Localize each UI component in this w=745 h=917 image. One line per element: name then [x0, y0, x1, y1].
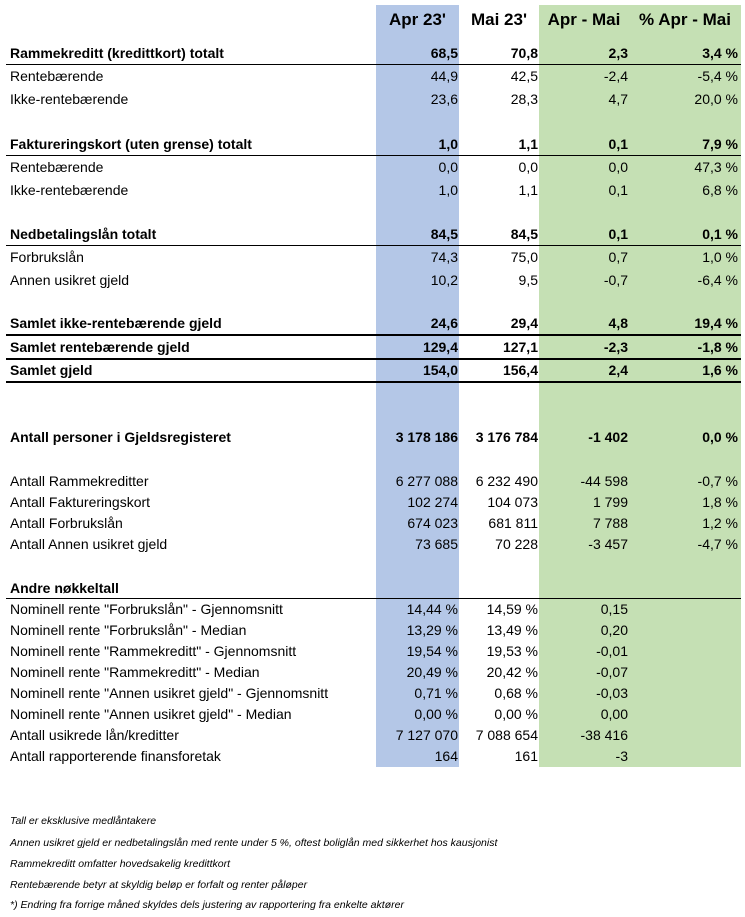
- divider: [6, 381, 741, 383]
- value-change: 7 788: [592, 515, 628, 531]
- value-pct-change: -0,7 %: [697, 473, 738, 489]
- footnote: *) Endring fra forrige måned skyldes dels justering av rapportering fra enkelte aktører: [10, 899, 404, 911]
- section-heading: [0, 578, 745, 599]
- value-apr: 3 178 186: [395, 429, 458, 445]
- value-pct-change: 6,8 %: [702, 182, 738, 198]
- row-label: Antall Faktureringskort: [10, 494, 151, 510]
- value-mai: 1,1: [518, 182, 538, 198]
- table-row: [0, 313, 745, 334]
- footnote: Rentebærende betyr at skyldig beløp er forfalt og renter påløper: [10, 879, 308, 891]
- table-row: [0, 492, 745, 513]
- header-pct-change: % Apr - Mai: [639, 10, 731, 29]
- table-row: [0, 641, 745, 662]
- value-pct-change: -5,4 %: [697, 68, 738, 84]
- value-change: -44 598: [580, 473, 628, 489]
- value-mai: 9,5: [518, 272, 538, 288]
- value-apr: 68,5: [430, 45, 458, 61]
- value-apr: 73 685: [415, 536, 458, 552]
- value-mai: 13,49 %: [486, 622, 538, 638]
- divider: [6, 64, 741, 65]
- value-change: 2,4: [608, 362, 628, 378]
- table-row: [0, 534, 745, 555]
- value-mai: 7 088 654: [475, 727, 538, 743]
- value-change: -38 416: [580, 727, 628, 743]
- value-pct-change: 47,3 %: [694, 159, 738, 175]
- value-change: -1 402: [588, 429, 628, 445]
- row-label: Nominell rente "Forbrukslån" - Gjennomsnitt: [10, 601, 283, 617]
- table-row: [0, 620, 745, 641]
- row-label: Samlet rentebærende gjeld: [10, 339, 190, 355]
- value-mai: 0,0: [518, 159, 538, 175]
- table-row: [0, 270, 745, 291]
- value-change: 0,15: [600, 601, 628, 617]
- row-label: Samlet gjeld: [10, 362, 93, 378]
- value-mai: 127,1: [502, 339, 538, 355]
- table-row: [0, 513, 745, 534]
- table-row: [0, 599, 745, 620]
- value-apr: 23,6: [430, 91, 458, 107]
- value-mai: 1,1: [518, 136, 538, 152]
- table-row: [0, 683, 745, 704]
- table-row: [0, 662, 745, 683]
- value-mai: 14,59 %: [486, 601, 538, 617]
- table-row: [0, 66, 745, 87]
- divider: [6, 155, 741, 156]
- row-label: Ikke-rentebærende: [10, 182, 129, 198]
- value-mai: 19,53 %: [486, 643, 538, 659]
- row-label: Nominell rente "Annen usikret gjeld" - Median: [10, 706, 292, 722]
- value-apr: 19,54 %: [406, 643, 458, 659]
- value-apr: 14,44 %: [406, 601, 458, 617]
- value-apr: 74,3: [430, 249, 458, 265]
- divider: [6, 334, 741, 336]
- value-apr: 10,2: [430, 272, 458, 288]
- value-mai: 20,42 %: [486, 664, 538, 680]
- footnote: Tall er eksklusive medlåntakere: [10, 815, 157, 827]
- value-apr: 13,29 %: [406, 622, 458, 638]
- table-row: [0, 427, 745, 448]
- row-label: Antall rapporterende finansforetak: [10, 748, 221, 764]
- value-pct-change: 1,0 %: [702, 249, 738, 265]
- value-mai: 156,4: [502, 362, 538, 378]
- value-apr: 164: [434, 748, 458, 764]
- row-label: Antall personer i Gjeldsregisteret: [10, 429, 231, 445]
- table-row: [0, 43, 745, 64]
- divider: [6, 245, 741, 246]
- value-pct-change: 1,8 %: [702, 494, 738, 510]
- value-change: 0,1: [608, 226, 628, 242]
- table-row: [0, 725, 745, 746]
- table-row: [0, 337, 745, 358]
- row-label: Rentebærende: [10, 159, 104, 175]
- value-pct-change: -1,8 %: [697, 339, 738, 355]
- row-label: Samlet ikke-rentebærende gjeld: [10, 315, 222, 331]
- table-row: [0, 224, 745, 245]
- value-change: -3 457: [588, 536, 628, 552]
- value-apr: 0,0: [438, 159, 458, 175]
- row-label: Antall Annen usikret gjeld: [10, 536, 168, 552]
- table-row: [0, 360, 745, 381]
- value-change: 0,1: [608, 136, 628, 152]
- value-mai: 6 232 490: [475, 473, 538, 489]
- row-label: Rammekreditt (kredittkort) totalt: [10, 45, 224, 61]
- row-label: Faktureringskort (uten grense) totalt: [10, 136, 252, 152]
- row-label: Ikke-rentebærende: [10, 91, 129, 107]
- value-pct-change: 0,0 %: [702, 429, 738, 445]
- value-mai: 3 176 784: [475, 429, 538, 445]
- table-row: [0, 180, 745, 201]
- row-label: Nominell rente "Annen usikret gjeld" - Gjennomsnitt: [10, 685, 329, 701]
- table-row: [0, 89, 745, 110]
- row-label: Annen usikret gjeld: [10, 272, 130, 288]
- table-row: [0, 247, 745, 268]
- value-apr: 154,0: [422, 362, 458, 378]
- value-change: 4,8: [608, 315, 628, 331]
- value-apr: 84,5: [430, 226, 458, 242]
- value-change: 0,1: [608, 182, 628, 198]
- value-change: -2,3: [603, 339, 628, 355]
- value-apr: 6 277 088: [395, 473, 458, 489]
- row-label: Forbrukslån: [10, 249, 84, 265]
- value-apr: 0,71 %: [414, 685, 458, 701]
- header-change: Apr - Mai: [547, 10, 621, 29]
- value-change: 0,20: [600, 622, 628, 638]
- value-apr: 1,0: [438, 136, 458, 152]
- value-mai: 84,5: [510, 226, 538, 242]
- value-change: -0,01: [596, 643, 628, 659]
- value-change: 4,7: [608, 91, 628, 107]
- header-apr: Apr 23': [389, 10, 446, 29]
- value-change: 0,7: [608, 249, 628, 265]
- table-row: [0, 746, 745, 767]
- value-mai: 104 073: [487, 494, 538, 510]
- value-change: -3: [615, 748, 628, 764]
- value-mai: 0,68 %: [494, 685, 538, 701]
- value-mai: 70,8: [510, 45, 538, 61]
- value-pct-change: 20,0 %: [694, 91, 738, 107]
- footnote: Annen usikret gjeld er nedbetalingslån med rente under 5 %, oftest boliglån med sikkerhet hos kausjonist: [10, 837, 498, 849]
- value-pct-change: 3,4 %: [702, 45, 738, 61]
- value-change: 1 799: [592, 494, 628, 510]
- value-pct-change: 0,1 %: [702, 226, 738, 242]
- value-change: -0,07: [596, 664, 628, 680]
- value-mai: 161: [514, 748, 538, 764]
- table-row: [0, 134, 745, 155]
- value-apr: 674 023: [407, 515, 458, 531]
- value-apr: 44,9: [430, 68, 458, 84]
- row-label: Nominell rente "Rammekreditt" - Gjennomsnitt: [10, 643, 297, 659]
- value-mai: 28,3: [510, 91, 538, 107]
- table-row: [0, 704, 745, 725]
- value-apr: 1,0: [438, 182, 458, 198]
- value-mai: 681 811: [488, 515, 538, 531]
- value-apr: 24,6: [430, 315, 458, 331]
- value-change: -0,03: [596, 685, 628, 701]
- value-mai: 42,5: [510, 68, 538, 84]
- value-pct-change: 7,9 %: [702, 136, 738, 152]
- value-pct-change: -6,4 %: [697, 272, 738, 288]
- value-pct-change: 19,4 %: [694, 315, 738, 331]
- row-label: Andre nøkkeltall: [10, 580, 119, 596]
- row-label: Antall Forbrukslån: [10, 515, 123, 531]
- value-apr: 7 127 070: [395, 727, 458, 743]
- value-change: 0,0: [608, 159, 628, 175]
- value-mai: 29,4: [510, 315, 538, 331]
- value-mai: 75,0: [510, 249, 538, 265]
- row-label: Antall usikrede lån/kreditter: [10, 727, 179, 743]
- row-label: Nominell rente "Rammekreditt" - Median: [10, 664, 260, 680]
- value-change: -2,4: [603, 68, 628, 84]
- table-row: [0, 157, 745, 178]
- value-apr: 20,49 %: [406, 664, 458, 680]
- table-row: [0, 471, 745, 492]
- value-change: 2,3: [608, 45, 628, 61]
- header-mai: Mai 23': [470, 10, 527, 29]
- value-pct-change: 1,6 %: [702, 362, 738, 378]
- value-pct-change: 1,2 %: [702, 515, 738, 531]
- value-mai: 70 228: [495, 536, 538, 552]
- value-pct-change: -4,7 %: [697, 536, 738, 552]
- row-label: Nominell rente "Forbrukslån" - Median: [10, 622, 247, 638]
- value-mai: 0,00 %: [494, 706, 538, 722]
- row-label: Rentebærende: [10, 68, 104, 84]
- value-change: -0,7: [603, 272, 628, 288]
- value-apr: 0,00 %: [414, 706, 458, 722]
- value-apr: 129,4: [422, 339, 458, 355]
- value-change: 0,00: [600, 706, 628, 722]
- row-label: Nedbetalingslån totalt: [10, 226, 157, 242]
- value-apr: 102 274: [407, 494, 458, 510]
- row-label: Antall Rammekreditter: [10, 473, 149, 489]
- footnote: Rammekreditt omfatter hovedsakelig kredittkort: [10, 858, 231, 870]
